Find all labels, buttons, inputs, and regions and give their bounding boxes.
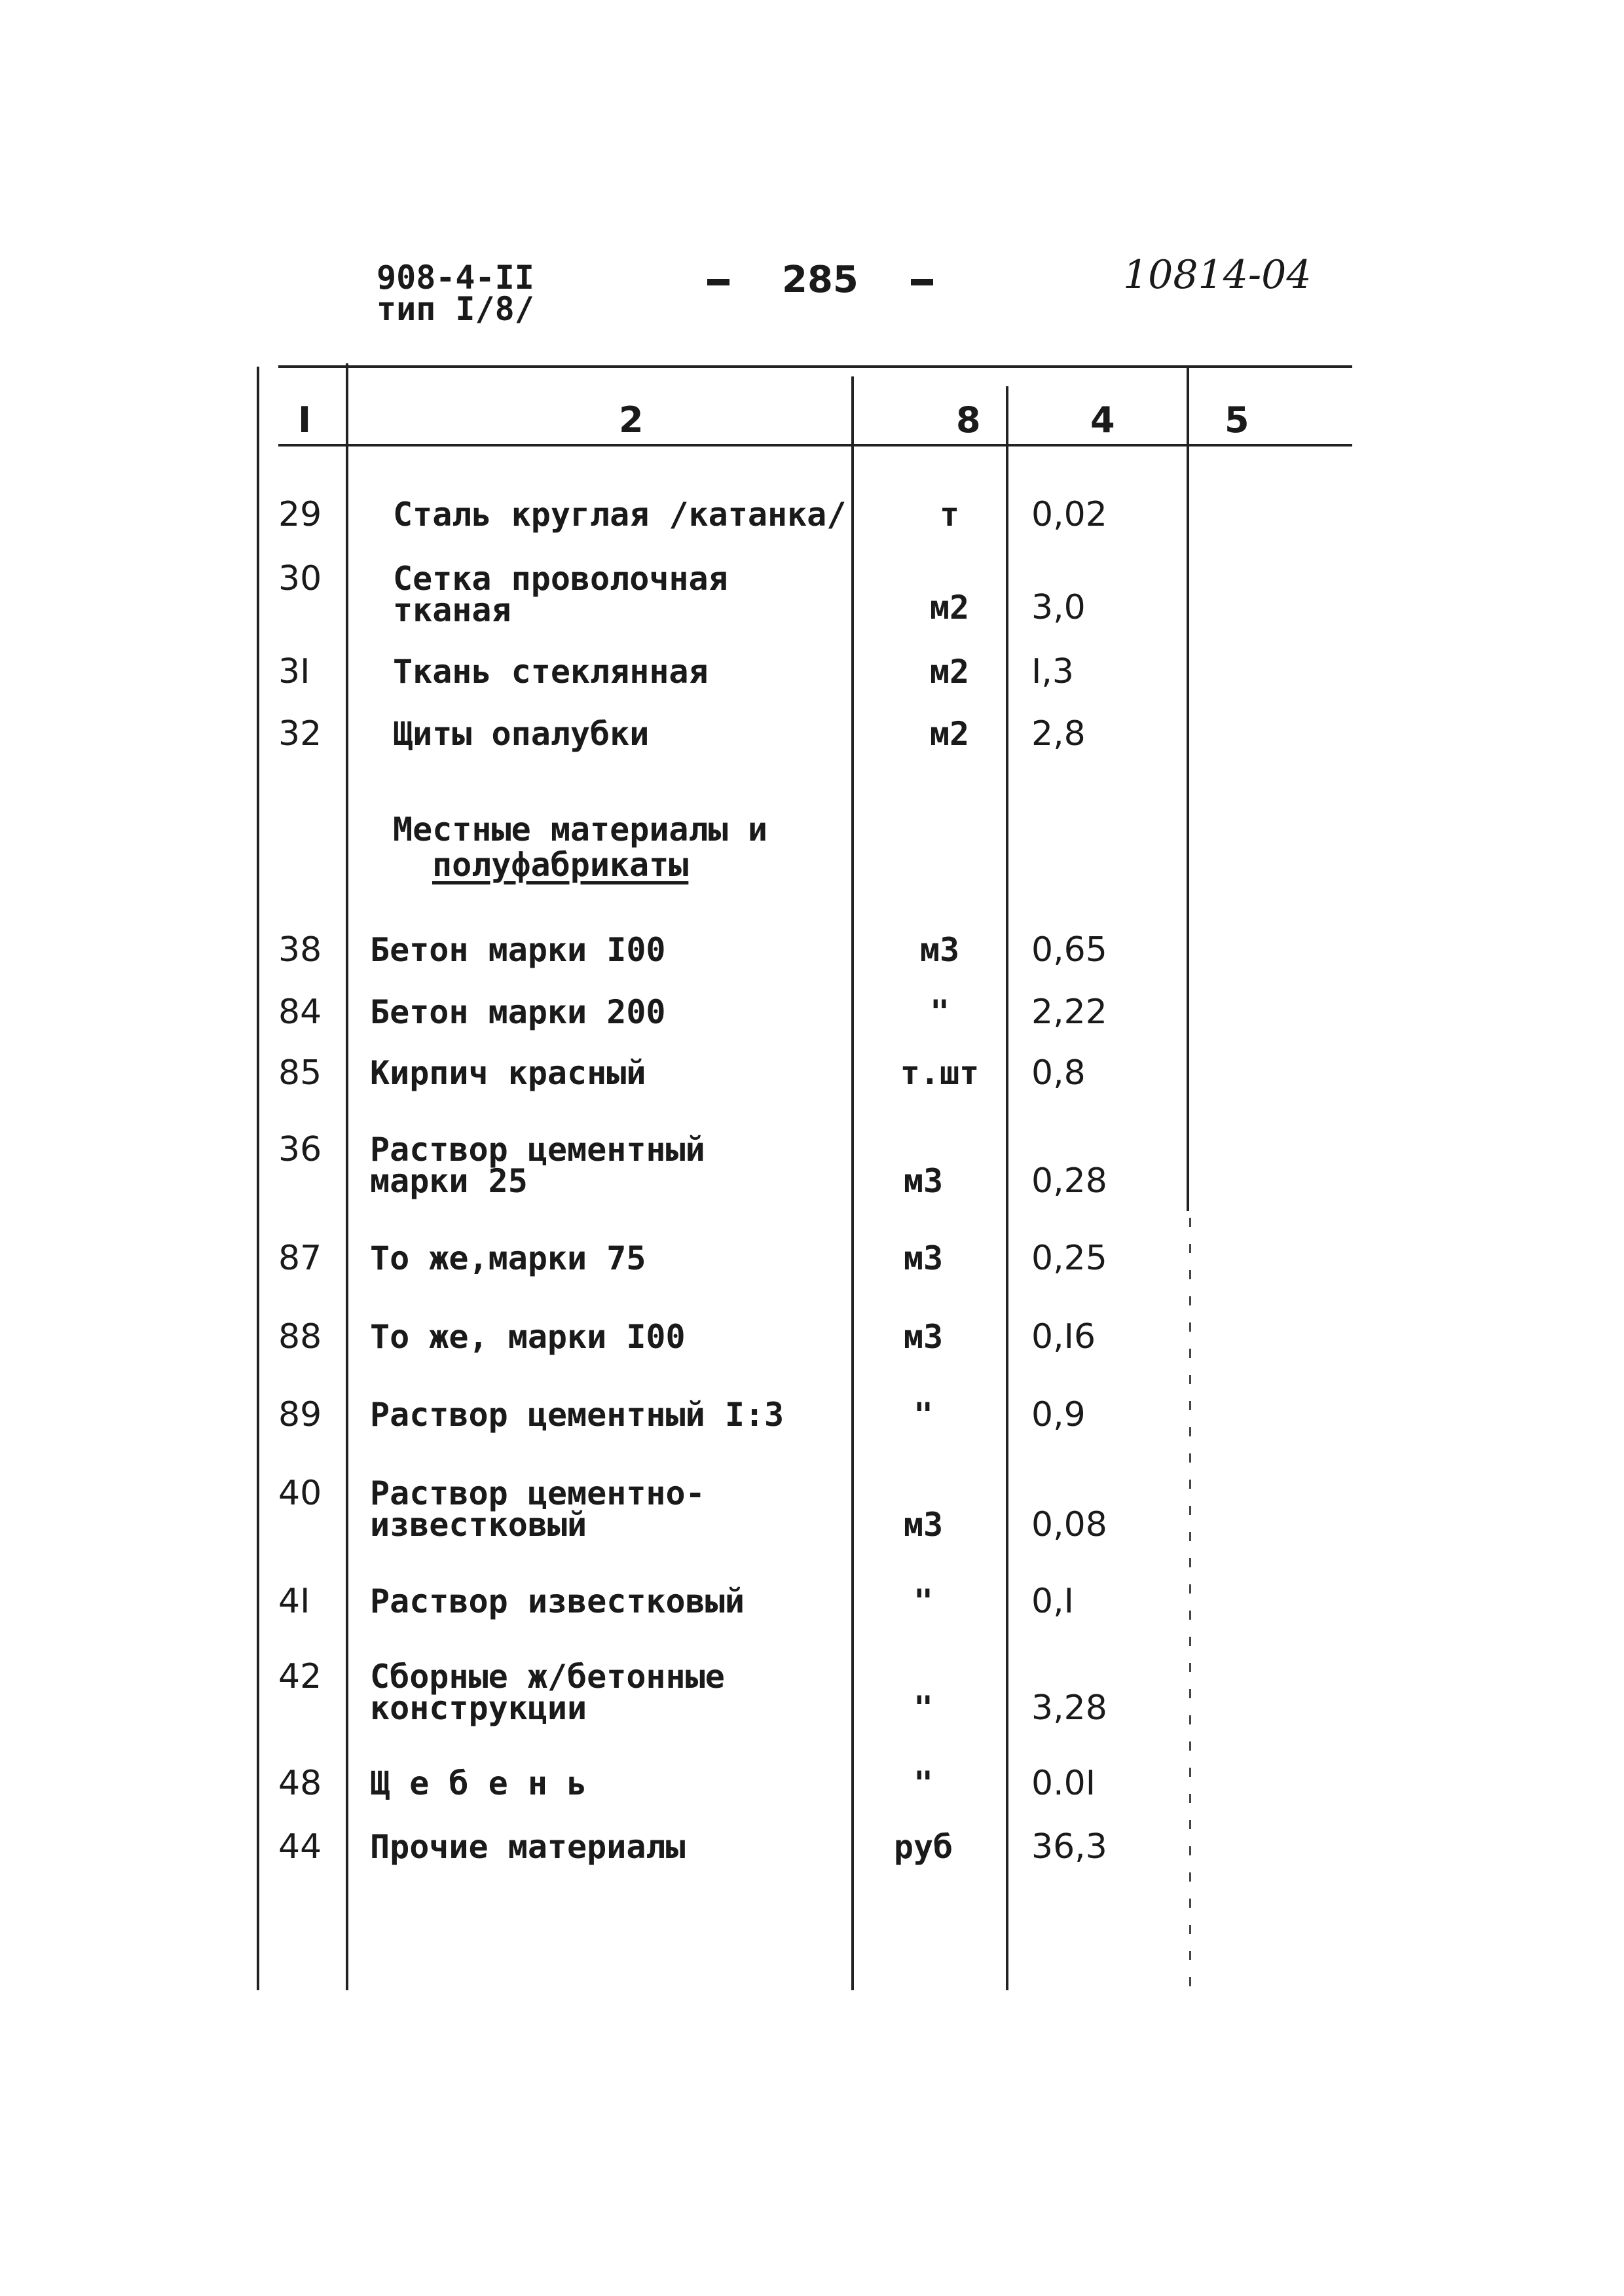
row-number: 4I: [278, 1582, 310, 1621]
table-top-border: [278, 365, 1352, 368]
document-code-line1: 908-4-II: [377, 259, 534, 297]
unit: ": [913, 1582, 934, 1620]
quantity: 0.0I: [1031, 1764, 1096, 1803]
material-name: То же, марки I00: [370, 1318, 686, 1356]
quantity: 0,28: [1031, 1161, 1107, 1201]
quantity: 0,9: [1031, 1395, 1086, 1434]
table-left-border: [257, 367, 259, 1990]
column-divider-4: [1187, 367, 1189, 1211]
material-name: Ткань стеклянная: [393, 653, 709, 691]
section-title-line1: Местные материалы и: [393, 811, 767, 848]
unit: ": [913, 1689, 934, 1727]
material-name: Щ е б е н ь: [370, 1764, 587, 1802]
quantity: 0,I: [1031, 1582, 1074, 1621]
unit: м3: [903, 1162, 944, 1200]
row-number: 44: [278, 1827, 322, 1867]
material-name-cont: конструкции: [370, 1689, 587, 1727]
material-name: Щиты опалубки: [393, 715, 650, 753]
document-code-line2: тип I/8/: [377, 290, 534, 328]
material-name-cont: марки 25: [370, 1162, 528, 1200]
material-name: Бетон марки 200: [370, 993, 666, 1031]
quantity: 0,I6: [1031, 1317, 1096, 1357]
material-name: Раствор цементно-: [370, 1474, 705, 1512]
row-number: 30: [278, 559, 322, 598]
section-title: [393, 812, 767, 883]
row-number: 40: [278, 1474, 322, 1513]
material-name: Сборные ж/бетонные: [370, 1658, 725, 1696]
unit: м3: [903, 1506, 944, 1544]
unit: м3: [903, 1318, 944, 1356]
row-number: 42: [278, 1657, 322, 1696]
dash-right: [911, 279, 933, 285]
quantity: 2,8: [1031, 714, 1086, 754]
unit: т: [939, 496, 960, 534]
material-name: Прочие материалы: [370, 1828, 686, 1866]
row-number: 48: [278, 1764, 322, 1803]
table-header-divider: [278, 444, 1352, 446]
column-divider-4-faded: [1189, 1218, 1191, 1990]
quantity: 0,8: [1031, 1053, 1086, 1093]
unit: м2: [929, 653, 970, 691]
unit: ": [929, 993, 950, 1031]
quantity: 3,0: [1031, 588, 1086, 627]
quantity: 0,08: [1031, 1505, 1107, 1544]
column-header-4: 4: [1090, 399, 1115, 441]
material-name: Раствор известковый: [370, 1582, 745, 1620]
unit: м3: [919, 931, 960, 969]
unit: руб: [893, 1828, 953, 1866]
dash-left: [707, 279, 729, 285]
quantity: 2,22: [1031, 993, 1107, 1032]
quantity: 36,3: [1031, 1827, 1107, 1867]
column-divider-1: [346, 363, 348, 1990]
material-name-cont: известковый: [370, 1506, 587, 1544]
unit: ": [913, 1396, 934, 1434]
row-number: 84: [278, 993, 322, 1032]
row-number: 3I: [278, 652, 310, 691]
row-number: 89: [278, 1395, 322, 1434]
page-number: [707, 259, 933, 301]
material-name: Сталь круглая /катанка/: [393, 496, 847, 534]
material-name: Раствор цементный I:3: [370, 1396, 784, 1434]
column-divider-3: [1006, 386, 1008, 1990]
handwritten-reference: 10814-04: [1123, 252, 1312, 298]
column-header-1: I: [298, 399, 312, 441]
column-header-3: 8: [956, 399, 981, 441]
material-name: Кирпич красный: [370, 1054, 646, 1092]
row-number: 87: [278, 1239, 322, 1278]
row-number: 32: [278, 714, 322, 754]
page-number-text: 285: [782, 259, 858, 301]
quantity: 0,65: [1031, 930, 1107, 970]
unit: м2: [929, 589, 970, 627]
unit: м2: [929, 715, 970, 753]
row-number: 38: [278, 930, 322, 970]
quantity: 0,25: [1031, 1239, 1107, 1278]
quantity: 0,02: [1031, 495, 1107, 534]
section-title-line2: полуфабрикаты: [432, 846, 689, 884]
document-code: [377, 259, 534, 328]
material-name: Раствор цементный: [370, 1131, 705, 1169]
unit: ": [913, 1764, 934, 1802]
row-number: 88: [278, 1317, 322, 1357]
material-name-cont: тканая: [393, 591, 511, 629]
material-name: То же,марки 75: [370, 1239, 646, 1277]
row-number: 85: [278, 1053, 322, 1093]
quantity: 3,28: [1031, 1688, 1107, 1728]
column-header-2: 2: [619, 399, 644, 441]
unit: т.шт: [900, 1054, 980, 1092]
material-name: Сетка проволочная: [393, 560, 728, 598]
unit: м3: [903, 1239, 944, 1277]
row-number: 29: [278, 495, 322, 534]
material-name: Бетон марки I00: [370, 931, 666, 969]
column-header-5: 5: [1225, 399, 1249, 441]
column-divider-2: [851, 376, 854, 1990]
quantity: I,3: [1031, 652, 1074, 691]
row-number: 36: [278, 1130, 322, 1169]
